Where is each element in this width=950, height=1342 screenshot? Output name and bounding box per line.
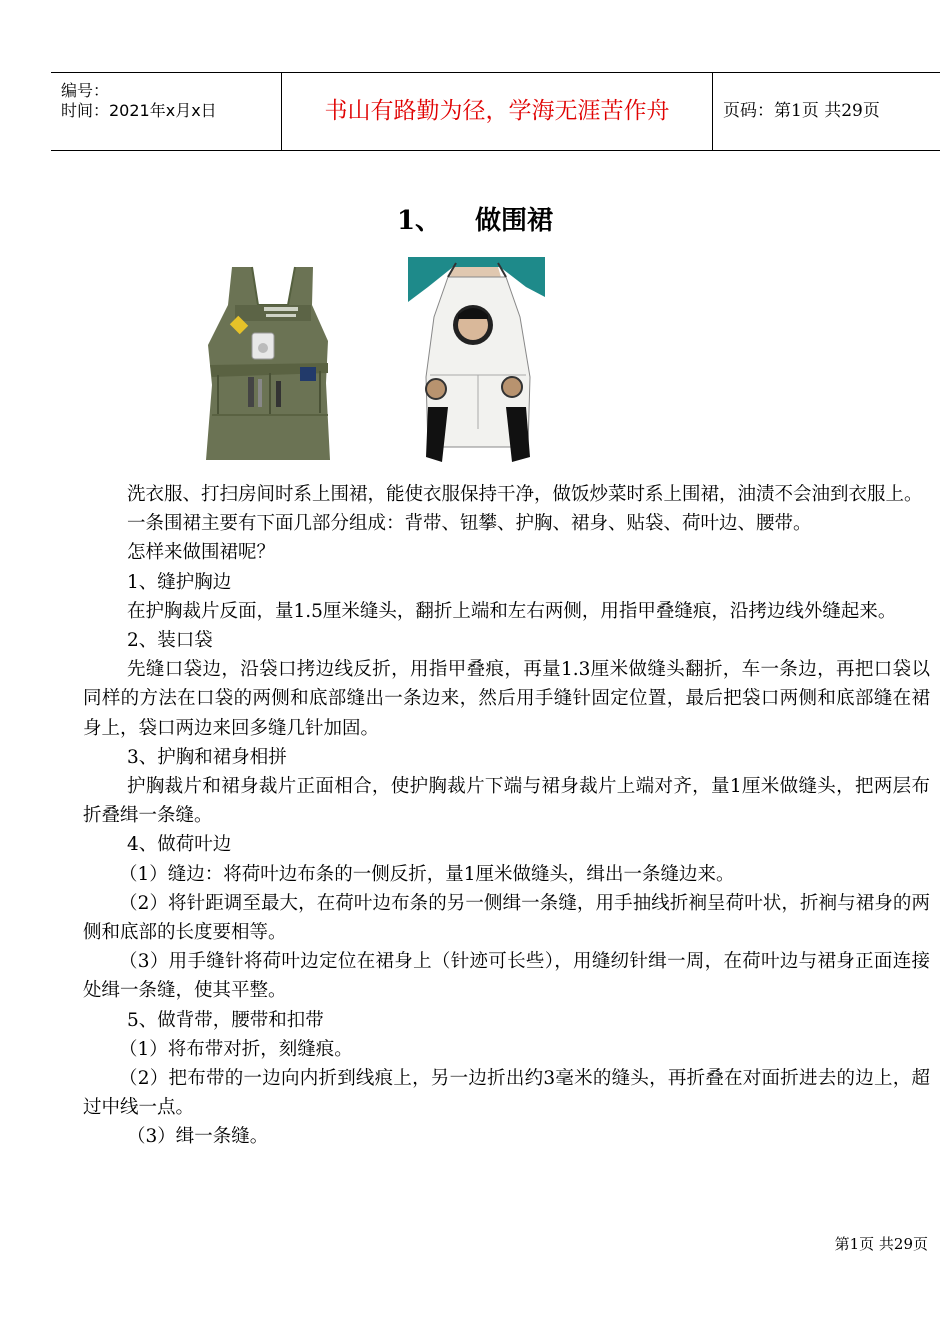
header-divider	[281, 73, 282, 150]
page-title	[0, 200, 950, 237]
paragraph-parts: 一条围裙主要有下面几部分组成：背带、钮攀、护胸、裙身、贴袋、荷叶边、腰带。	[127, 513, 812, 535]
paragraph-question: 怎样来做围裙呢？	[127, 542, 276, 564]
step-text-1: 在护胸裁片反面，量1.5厘米缝头，翻折上端和左右两侧，用指甲叠缝痕，沿拷边线外缝起来。	[127, 600, 897, 622]
step-text-2: 先缝口袋边，沿袋口拷边线反折，用指甲叠痕，再量1.3厘米做缝头翻折，车一条边，再把口袋以同样的方法在口袋的两侧和底部缝出一条边来，然后用手缝针固定位置，最后把袋口两侧和底部缝在裙身上，袋口两边来回多缝几针加固。	[83, 659, 930, 739]
substep-4-3: （3）用手缝针将荷叶边定位在裙身上（针迹可长些），用缝纫针缉一周，在荷叶边与裙身正面连接处缉一条缝，使其平整。	[83, 951, 930, 1002]
green-canvas-apron-photo	[200, 265, 340, 465]
step-heading-3: 3、护胸和裙身相拼	[127, 746, 287, 768]
title-number: 1、	[396, 206, 442, 236]
step-heading-4: 4、做荷叶边	[127, 834, 232, 856]
number-label: 编号：	[61, 81, 110, 100]
title-text: 做围裙	[475, 206, 554, 236]
substep-5-1: （1）将布带对折，刻缝痕。	[119, 1038, 353, 1060]
white-portrait-apron-photo	[408, 257, 545, 468]
article-body	[83, 480, 930, 1152]
step-heading-5: 5、做背带，腰带和扣带	[127, 1009, 324, 1031]
page-footer: 第1页 共29页	[834, 1235, 928, 1253]
step-heading-2: 2、装口袋	[127, 630, 213, 652]
time-label: 时间：2021年x月x日	[61, 101, 217, 120]
step-heading-1: 1、缝护胸边	[127, 571, 232, 593]
step-text-3: 护胸裁片和裙身裁片正面相合，使护胸裁片下端与裙身裁片上端对齐，量1厘米做缝头，把两层布折叠缉一条缝。	[83, 776, 930, 827]
header-divider	[712, 73, 713, 150]
substep-4-1: （1）缝边：将荷叶边布条的一侧反折，量1厘米做缝头，缉出一条缝边来。	[119, 863, 735, 885]
substep-4-2: （2）将针距调至最大，在荷叶边布条的另一侧缉一条缝，用手抽线折裥呈荷叶状，折裥与裙身的两侧和底部的长度要相等。	[83, 892, 930, 944]
header-meta	[61, 81, 217, 121]
substep-5-2: （2）把布带的一边向内折到线痕上，另一边折出约3毫米的缝头，再折叠在对面折进去的边上，超过中线一点。	[83, 1068, 930, 1119]
paragraph-intro: 洗衣服、打扫房间时系上围裙，能使衣服保持干净，做饭炒菜时系上围裙，油渍不会油到衣服上。	[127, 484, 923, 505]
header-motto: 书山有路勤为径，学海无涯苦作舟	[324, 98, 670, 124]
page-header	[51, 72, 940, 151]
header-page-info: 页码：第1页 共29页	[723, 101, 880, 121]
substep-5-3: （3）缉一条缝。	[127, 1126, 269, 1148]
